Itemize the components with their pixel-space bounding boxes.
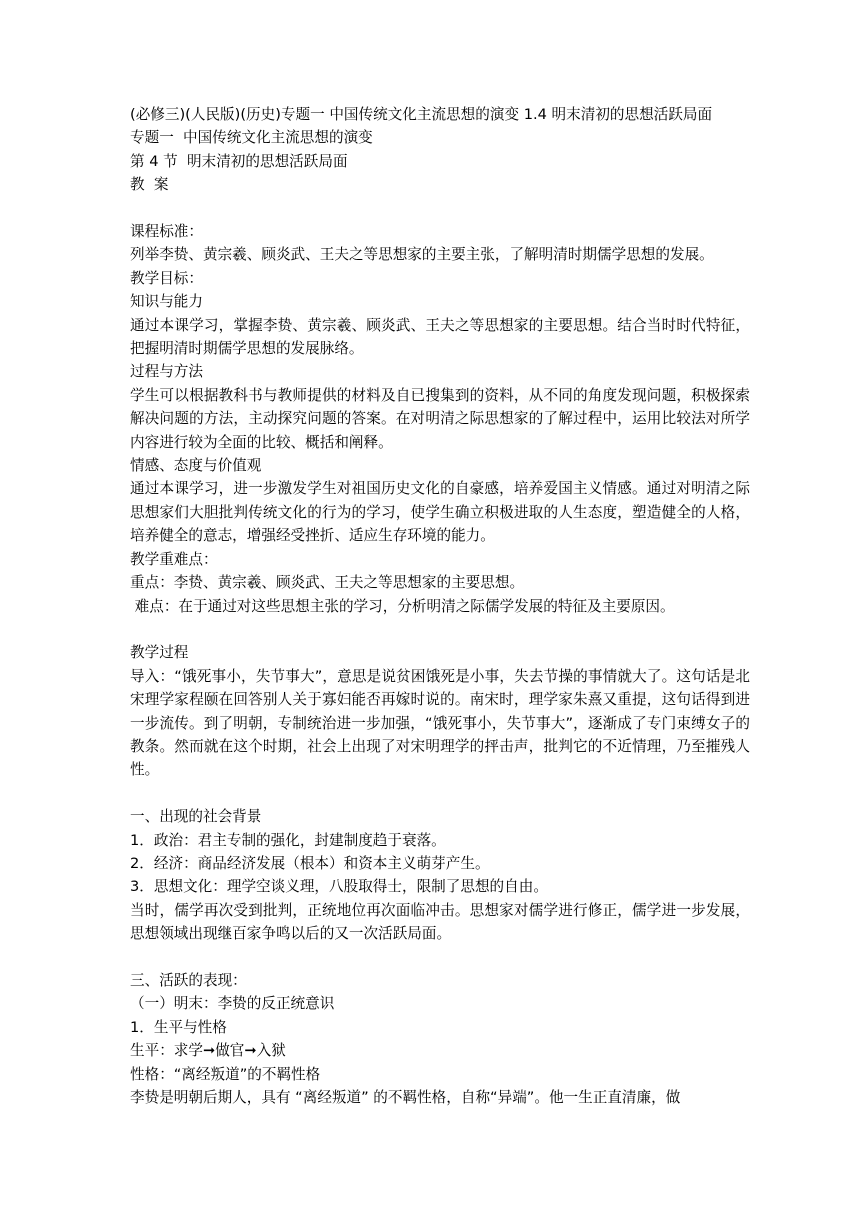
difficulty-text: 难点：在于通过对这些思想主张的学习，分析明清之际儒学发展的特征及主要原因。 [130,597,675,615]
keypoints-heading: 教学重难点： [130,550,218,568]
knowledge-text: 通过本课学习，掌握李贽、黄宗羲、顾炎武、王夫之等思想家的主要思想。结合当时时代特征，把握明清时期儒学思想的发展脉络。 [130,316,750,358]
objectives-heading: 教学目标： [130,269,203,287]
process-text: 学生可以根据教科书与教师提供的材料及自已搜集到的资料，从不同的角度发现问题，积极探索解决问题的方法，主动探究问题的答案。在对明清之际思想家的了解过程中，运用比较法对所学内容进行较为全面的比较、概括和阐释。 [130,386,750,451]
blank-line [130,197,750,220]
section1-summary: 当时，儒学再次受到批判，正统地位再次面临冲击。思想家对儒学进行修正，儒学进一步发展，思想领域出现继百家争鸣以后的又一次活跃局面。 [130,901,750,943]
topic-title: 专题一 中国传统文化主流思想的演变 [130,129,373,147]
section1-item3: 3．思想文化：理学空谈义理，八股取得士，限制了思想的自由。 [130,878,548,896]
section1-item2: 2．经济：商品经济发展（根本）和资本主义萌芽产生。 [130,854,490,872]
process-heading: 过程与方法 [130,363,203,381]
blank-line [130,946,750,969]
knowledge-heading: 知识与能力 [130,293,203,311]
section3-heading: 三、活跃的表现： [130,971,247,989]
standard-heading: 课程标准： [130,223,203,241]
life-text: 生平：求学➞做官➞入狱 [130,1042,286,1060]
document-page [130,103,750,1109]
lesson-title: 第 4 节 明末清初的思想活跃局面 [130,152,348,170]
emotion-heading: 情感、态度与价值观 [130,457,262,475]
doc-type-label: 教 案 [130,176,169,194]
blank-line [130,782,750,805]
procedure-heading: 教学过程 [130,644,189,662]
header-title: (必修三)(人民版)(历史)专题一 中国传统文化主流思想的演变 1.4 明末清初的思想活跃局面 [130,106,713,123]
section3-sub1: （一）明末：李贽的反正统意识 [130,995,335,1013]
character-text: 性格：“离经叛道”的不羁性格 [130,1065,321,1083]
keypoint-text: 重点：李贽、黄宗羲、顾炎武、王夫之等思想家的主要思想。 [130,574,525,592]
section3-item1: 1．生平与性格 [130,1018,227,1036]
emotion-text: 通过本课学习，进一步激发学生对祖国历史文化的自豪感，培养爱国主义情感。通过对明清之际思想家们大胆批判传统文化的行为的学习，使学生确立积极进取的人生态度，塑造健全的人格，培养健全的意志，增强经受挫折、适应生存环境的能力。 [130,480,750,545]
standard-text: 列举李贽、黄宗羲、顾炎武、王夫之等思想家的主要主张，了解明清时期儒学思想的发展。 [130,246,714,264]
blank-line [130,618,750,641]
section1-item1: 1．政治：君主专制的强化，封建制度趋于衰落。 [130,831,446,849]
section1-heading: 一、出现的社会背景 [130,808,262,826]
intro-text: 导入：“饿死事小，失节事大”，意思是说贫困饿死是小事，失去节操的事情就大了。这句话是北宋理学家程颐在回答别人关于寡妇能否再嫁时说的。南宋时，理学家朱熹又重提，这句话得到进一步流传。到了明朝，专制统治进一步加强，“饿死事小，失节事大”，逐渐成了专门束缚女子的教条。然而就在这个时期，社会上出现了对宋明理学的抨击声，批判它的不近情理，乃至摧残人性。 [130,667,750,779]
lizhi-text: 李贽是明朝后期人，具有 “离经叛道” 的不羁性格，自称“异端”。他一生正直清廉，做 [130,1089,681,1106]
